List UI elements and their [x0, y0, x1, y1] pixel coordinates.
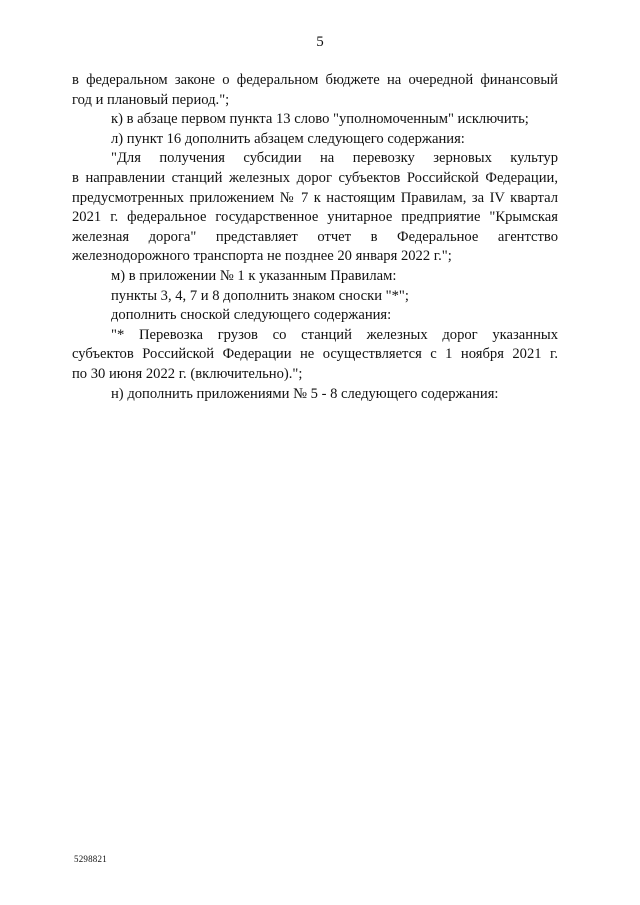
- paragraph-points: пункты 3, 4, 7 и 8 дополнить знаком сноски "*";: [111, 287, 409, 304]
- document-body: [72, 71, 558, 404]
- footnote-line: по 30 июня 2022 г. (включительно).";: [72, 365, 303, 382]
- quote-line: железная дорога" представляет отчет в Федеральное агентство: [72, 228, 558, 245]
- footnote-line: субъектов Российской Федерации не осуществляется с 1 ноября 2021 г.: [72, 346, 558, 363]
- document-code: 5298821: [74, 854, 107, 864]
- quote-line: железнодорожного транспорта не позднее 20 января 2022 г.";: [72, 248, 452, 265]
- paragraph-line: год и плановый период.";: [72, 91, 230, 108]
- paragraph-line: в федеральном законе о федеральном бюджете на очередной финансовый: [72, 72, 558, 88]
- quote-line: в направлении станций железных дорог субъектов Российской Федерации,: [72, 169, 558, 186]
- paragraph-l: л) пункт 16 дополнить абзацем следующего содержания:: [111, 130, 465, 147]
- quote-line: 2021 г. федеральное государственное унитарное предприятие "Крымская: [72, 209, 558, 226]
- quote-line: "Для получения субсидии на перевозку зерновых культур: [111, 150, 558, 167]
- paragraph-n: н) дополнить приложениями № 5 - 8 следующего содержания:: [111, 385, 499, 402]
- paragraph-footnote-intro: дополнить сноской следующего содержания:: [111, 307, 392, 324]
- paragraph-m: м) в приложении № 1 к указанным Правилам:: [111, 267, 397, 284]
- footnote-line: "* Перевозка грузов со станций железных дорог указанных: [111, 326, 558, 343]
- page-number: 5: [316, 34, 324, 50]
- quote-line: предусмотренных приложением № 7 к настоящим Правилам, за IV квартал: [72, 189, 558, 206]
- paragraph-k: к) в абзаце первом пункта 13 слово "уполномоченным" исключить;: [111, 111, 529, 128]
